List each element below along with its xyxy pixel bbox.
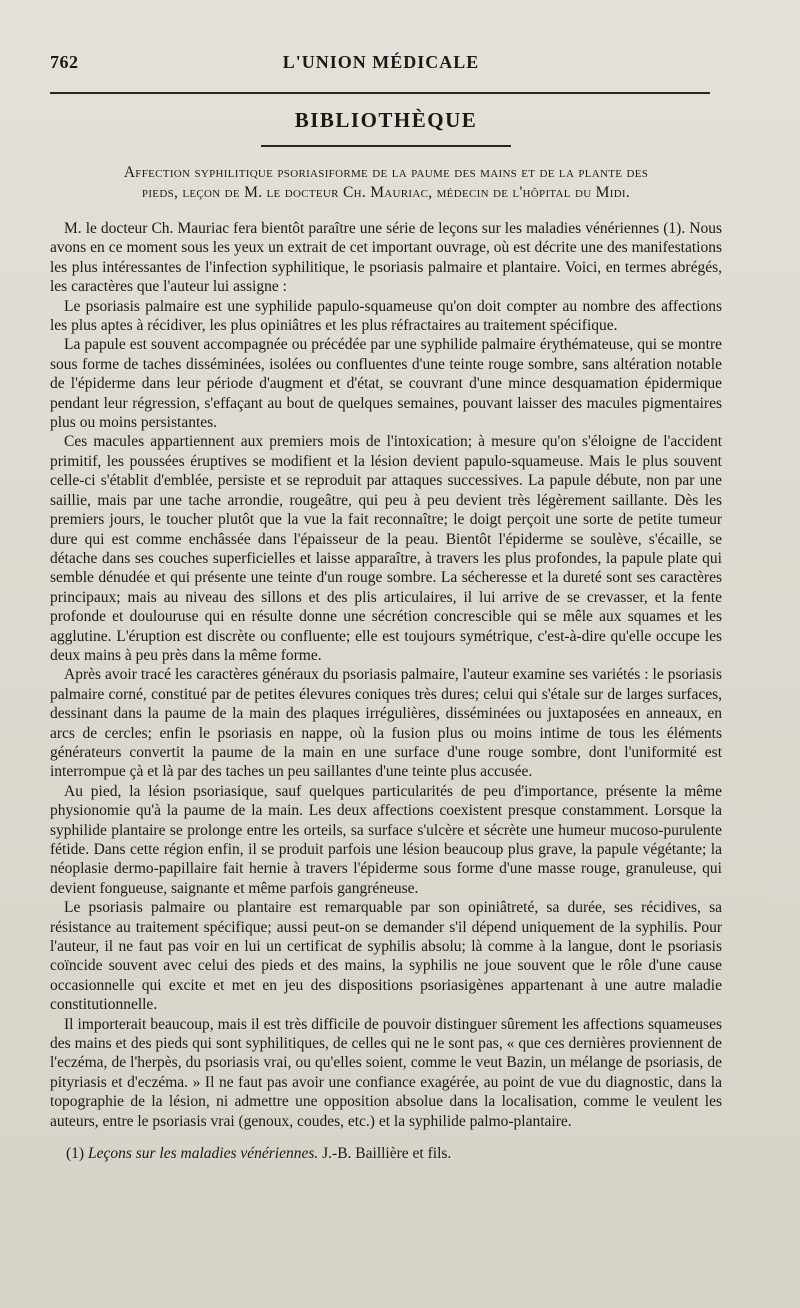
paragraph: Le psoriasis palmaire ou plantaire est remarquable par son opiniâtreté, sa durée, ses récidives, sa résistance au traitement spécifique; aussi peut-on se demander s'il dépend uniquement de la syphilis. Pour l'auteur, il ne faut pas voir en lui un certificat de syphilis absolu; là comme à la langue, dont le psoriasis coïncide souvent avec celui des pieds et des mains, la syphilis ne joue souvent que le rôle d'une cause occasionnelle qui excite et met en jeu des dispositions psoriasigènes appartenant à une autre maladie constitutionnelle. bbox=[50, 899, 722, 1014]
paragraph: Il importerait beaucoup, mais il est très difficile de pouvoir distinguer sûrement les affections squameuses des mains et des pieds qui sont syphilitiques, de celles qui ne le sont pas, « que ces dernières proviennent de l'eczéma, de l'herpès, du psoriasis vrai, ou qu'elles soient, comme le veut Bazin, un mélange de psoriasis, de pityriasis et d'eczéma. » Il ne faut pas avoir une confiance exagérée, au point de vue du diagnostic, dans la topographie de la lésion, ni admettre une opposition absolue dans la localisation, comme le veulent les auteurs, entre le psoriasis vrai (genoux, coudes, etc.) et la syphilide palmo-plantaire. bbox=[50, 1015, 722, 1130]
paragraph: Le psoriasis palmaire est une syphilide papulo-squameuse qu'on doit compter au nombre des affections les plus aptes à récidiver, les plus opiniâtres et les plus réfractaires au traitement spécifique. bbox=[50, 297, 722, 335]
article-body bbox=[50, 219, 722, 1131]
article-heading bbox=[50, 163, 722, 203]
paragraph: La papule est souvent accompagnée ou précédée par une syphilide palmaire érythémateuse, qui se montre sous forme de taches disséminées, isolées ou confluentes d'une teinte rouge sombre, sans altération notable de l'épiderme dans leur période d'augment et d'état, se couvrant d'une mince desquamation épidermique pendant leur régression, s'effaçant au bout de quelques semaines, pouvant laisser des macules pigmentaires plus ou moins persistantes. bbox=[50, 336, 722, 432]
paragraph: M. le docteur Ch. Mauriac fera bientôt paraître une série de leçons sur les maladies vénériennes (1). Nous avons en ce moment sous les yeux un extrait de cet important ouvrage, où est décrite une des manifestations les plus intéressantes de l'infection syphilitique, le psoriasis palmaire et plantaire. Voici, en termes abrégés, les caractères que l'auteur lui assigne : bbox=[50, 220, 722, 296]
paragraph: Ces macules appartiennent aux premiers mois de l'intoxication; à mesure qu'on s'éloigne de l'accident primitif, les poussées éruptives se modifient et la lésion devient papulo-squameuse. Mais le plus souvent celle-ci s'établit d'emblée, persiste et se reproduit par attaques successives. La papule débute, non par une saillie, mais par une tache arrondie, rougeâtre, qui peu à peu devient très légèrement saillante. Dès les premiers jours, le toucher plutôt que la vue la fait reconnaître; le doigt perçoit une sorte de petite tumeur dure qui est comme enchâssée dans l'épaisseur de la peau. Bientôt l'épiderme se soulève, s'écaille, se détache dans ses couches superficielles et laisse apparaître, à travers les plus profondes, la papule plate qui semble dénudée et qui présente une teinte d'un rouge sombre. La sécheresse et la dureté sont ses caractères principaux; mais au niveau des sillons et des plis articulaires, il lui arrive de se crevasser, et la fente profonde et doulouruse qui en résulte donne une sécrétion concrescible qui se mêle aux squames et les agglutine. L'éruption est discrète ou confluente; elle est toujours symétrique, c'est-à-dire qu'elle occupe les deux mains à peu près dans la même forme. bbox=[50, 433, 722, 664]
journal-title: L'UNION MÉDICALE bbox=[282, 52, 480, 72]
article-heading-line-1: Affection syphilitique psoriasiforme de la paume des mains et de la plante des bbox=[123, 164, 649, 181]
section-title: BIBLIOTHÈQUE bbox=[294, 108, 478, 132]
footnote-publisher: J.-B. Baillière et fils. bbox=[322, 1145, 452, 1163]
paragraph: Au pied, la lésion psoriasique, sauf quelques particularités de peu d'importance, présente la même physionomie qu'à la paume de la main. Les deux affections coexistent presque constamment. Lorsque la syphilide plantaire se prolonge entre les orteils, sa surface s'ulcère et sécrète une humeur mucoso-purulente fétide. Dans cette région enfin, il se produit parfois une lésion beaucoup plus grave, la papule végétante; la néoplasie dermo-papillaire fait hernie à travers l'épiderme sous forme d'une masse rouge, granuleuse, qui devient fongueuse, saignante et même parfois gangréneuse. bbox=[50, 782, 722, 897]
footnote-marker: (1) bbox=[66, 1145, 85, 1163]
footnote-book-title: Leçons sur les maladies vénériennes. bbox=[87, 1145, 319, 1163]
running-head bbox=[50, 52, 722, 78]
footnote bbox=[50, 1145, 722, 1163]
header-rule bbox=[50, 92, 710, 94]
paragraph: Après avoir tracé les caractères généraux du psoriasis palmaire, l'auteur examine ses variétés : le psoriasis palmaire corné, constitué par de petites élevures coniques très dures; celui qui s'étale sur de larges surfaces, dessinant dans la paume de la main des plaques irrégulières, disséminées ou juxtaposées en anneaux, en arcs de cercles; enfin le psoriasis en nappe, où la fusion plus ou moins intime de tous les éléments générateurs convertit la paume de la main en une surface d'une rouge sombre, dont l'uniformité est interrompue çà et là par des taches un peu saillantes d'une teinte plus accusée. bbox=[50, 666, 722, 781]
page-number: 762 bbox=[50, 52, 79, 72]
title-rule bbox=[261, 145, 511, 147]
article-heading-line-2: pieds, leçon de M. le docteur Ch. Mauriac, médecin de l'hôpital du Midi. bbox=[141, 184, 631, 201]
